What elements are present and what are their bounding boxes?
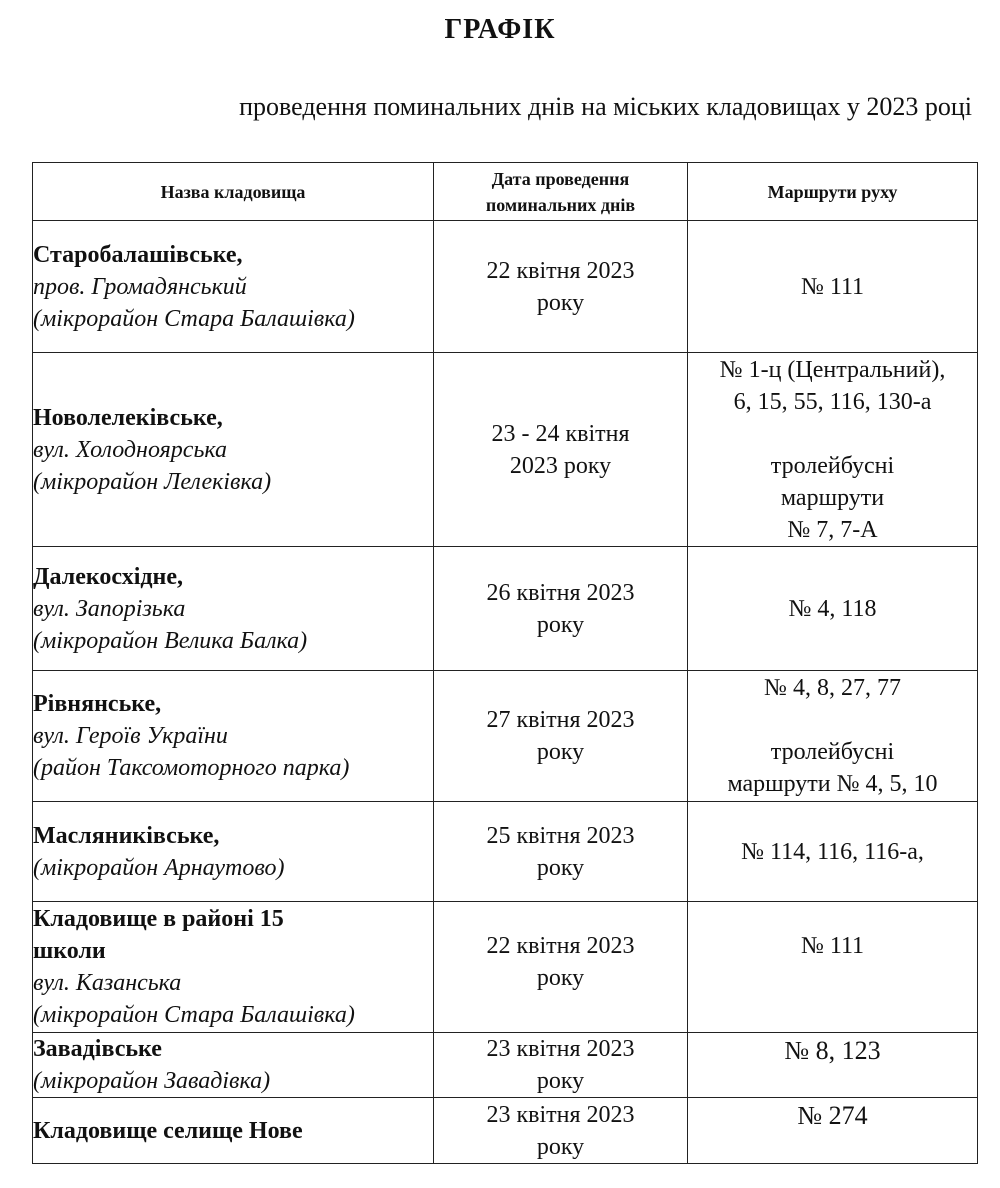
cemetery-cell: [33, 802, 434, 902]
route-line: № 1-ц (Центральний),: [719, 356, 946, 383]
cemetery-name: Масляниківське,: [33, 822, 220, 849]
route-line: тролейбусні: [770, 739, 895, 765]
cemetery-name: Далекосхідне,: [33, 563, 183, 590]
header-date-line1: Дата проведення: [491, 168, 630, 189]
table-row: [33, 671, 978, 802]
route-line: № 274: [797, 1101, 868, 1130]
table-header-row: [33, 163, 978, 221]
cemetery-district: (мікрорайон Стара Балашівка): [33, 1002, 355, 1028]
route-spacer: [688, 418, 977, 450]
cemetery-address: вул. Запорізька: [33, 595, 186, 622]
table-row: [33, 1098, 978, 1164]
cemetery-cell: [33, 221, 434, 353]
date-line: 23 квітня 2023: [486, 1101, 635, 1128]
cemetery-cell: [33, 902, 434, 1033]
cemetery-district: (район Таксомоторного парка): [33, 755, 350, 781]
route-line: № 111: [800, 273, 865, 300]
date-cell: [434, 802, 688, 902]
route-line: маршрути № 4, 5, 10: [727, 771, 938, 797]
cemetery-name: Новолелеківське,: [33, 404, 223, 431]
header-date: [434, 163, 688, 221]
header-name: Назва кладовища: [33, 163, 434, 221]
date-line: року: [536, 854, 585, 881]
route-cell: [688, 1033, 978, 1098]
date-line: року: [536, 1068, 585, 1094]
table-row: [33, 1033, 978, 1098]
route-line: № 4, 118: [788, 595, 877, 622]
table-row: [33, 902, 978, 1033]
date-line: року: [536, 965, 585, 991]
route-line: № 111: [800, 933, 865, 959]
date-line: року: [536, 611, 585, 638]
route-cell: [688, 1098, 978, 1164]
date-line: 27 квітня 2023: [486, 707, 635, 733]
cemetery-cell: [33, 671, 434, 802]
date-line: 26 квітня 2023: [486, 579, 635, 606]
date-line: 23 квітня 2023: [486, 1036, 635, 1062]
cemetery-name-cont: школи: [33, 938, 106, 964]
route-line: № 7, 7-А: [787, 516, 878, 543]
route-cell: [688, 353, 978, 547]
cemetery-name: Старобалашівське,: [33, 241, 243, 268]
date-line: 23 - 24 квітня: [491, 420, 630, 447]
cemetery-district: (мікрорайон Лелеківка): [33, 468, 272, 495]
cemetery-address: пров. Громадянський: [33, 273, 247, 300]
cemetery-district: (мікрорайон Арнаутово): [33, 854, 285, 881]
date-line: 22 квітня 2023: [486, 933, 635, 959]
cemetery-district: (мікрорайон Велика Балка): [33, 627, 308, 654]
date-line: 22 квітня 2023: [486, 257, 635, 284]
route-line: № 114, 116, 116-а,: [741, 838, 924, 865]
table-row: [33, 221, 978, 353]
date-cell: [434, 547, 688, 671]
date-line: року: [536, 289, 585, 316]
date-line: 2023 року: [509, 452, 612, 479]
route-spacer: [688, 704, 977, 736]
route-cell: [688, 802, 978, 902]
date-cell: [434, 221, 688, 353]
route-cell: [688, 547, 978, 671]
route-line: маршрути: [780, 484, 885, 511]
date-cell: [434, 671, 688, 802]
route-line: тролейбусні: [770, 452, 895, 479]
date-cell: [434, 902, 688, 1033]
route-line: № 8, 123: [784, 1036, 881, 1065]
cemetery-cell: [33, 1098, 434, 1164]
date-line: 25 квітня 2023: [486, 822, 635, 849]
cemetery-address: вул. Казанська: [33, 970, 182, 996]
cemetery-address: вул. Героїв України: [33, 723, 228, 749]
table-row: [33, 353, 978, 547]
cemetery-schedule-table: [32, 162, 978, 1164]
cemetery-district: (мікрорайон Стара Балашівка): [33, 305, 355, 332]
cemetery-address: вул. Холодноярська: [33, 436, 228, 463]
date-cell: [434, 353, 688, 547]
date-cell: [434, 1098, 688, 1164]
route-line: № 4, 8, 27, 77: [764, 675, 901, 701]
cemetery-name: Рівнянське,: [33, 691, 162, 717]
header-routes: Маршрути руху: [688, 163, 978, 221]
document-title: ГРАФІК: [444, 14, 556, 45]
cemetery-name: Кладовище селище Нове: [33, 1117, 303, 1144]
cemetery-cell: [33, 547, 434, 671]
table-row: [33, 802, 978, 902]
route-line: 6, 15, 55, 116, 130-а: [733, 388, 932, 415]
cemetery-cell: [33, 353, 434, 547]
route-cell: [688, 671, 978, 802]
route-cell: [688, 902, 978, 1033]
document-subtitle: проведення поминальних днів на міських кладовищах у 2023 році: [239, 92, 972, 121]
header-date-line2: поминальних днів: [485, 194, 636, 215]
date-line: року: [536, 739, 585, 765]
cemetery-name: Завадівське: [33, 1036, 162, 1062]
route-cell: [688, 221, 978, 353]
cemetery-cell: [33, 1033, 434, 1098]
date-line: року: [536, 1133, 585, 1160]
cemetery-name: Кладовище в районі 15: [33, 906, 284, 932]
cemetery-district: (мікрорайон Завадівка): [33, 1068, 271, 1094]
table-row: [33, 547, 978, 671]
date-cell: [434, 1033, 688, 1098]
